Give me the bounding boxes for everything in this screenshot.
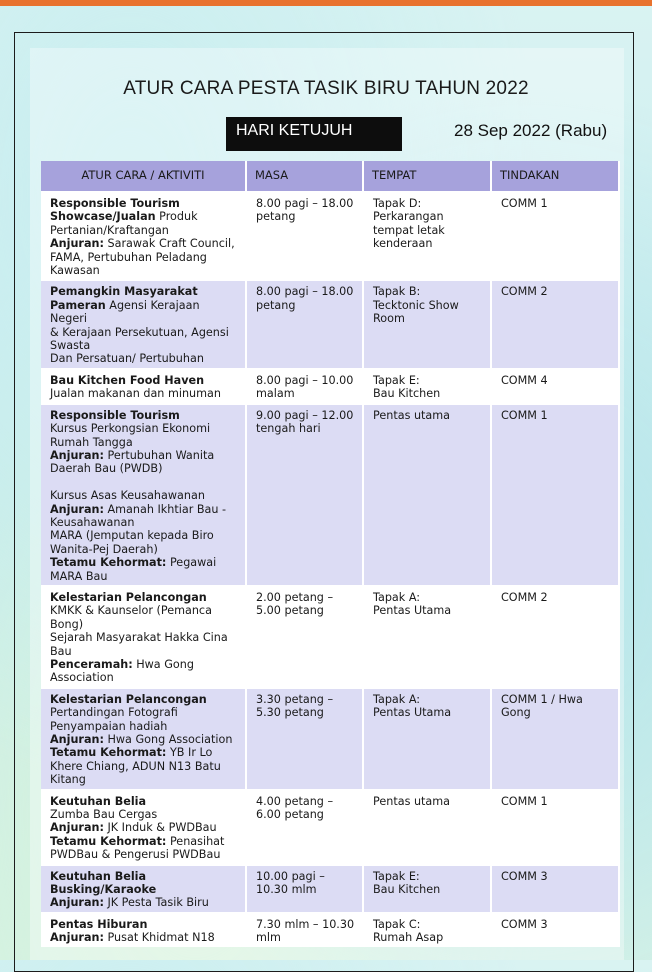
activity-cell [41, 790, 246, 865]
header-action: TINDAKAN [491, 161, 619, 192]
venue-line: Tapak D: [373, 197, 422, 210]
activity-label: Anjuran: [50, 502, 104, 516]
venue-line: Rumah Asap [373, 931, 444, 945]
activity-text: Rumah Tangga [50, 435, 133, 449]
venue-cell [363, 865, 491, 913]
activity-line [50, 436, 239, 449]
schedule-table [41, 161, 620, 947]
venue-line: tempat letak [373, 223, 445, 237]
activity-cell [41, 404, 246, 586]
activity-line [50, 918, 239, 931]
activity-line [50, 374, 239, 387]
activity-text: FAMA, Pertubuhan Peladang [50, 250, 207, 264]
activity-line [50, 931, 239, 944]
activity-text: Wanita-Pej Daerah) [50, 542, 158, 556]
activity-text: Pertanian/Kraftangan [50, 223, 169, 237]
activity-label: Tetamu Kehormat: [50, 746, 167, 760]
venue-line: Perkarangan [373, 210, 444, 224]
venue-cell [363, 790, 491, 865]
activity-cell [41, 913, 246, 947]
venue-cell [363, 280, 491, 368]
action-line: COMM 1 / Hwa [501, 692, 583, 706]
table-row [41, 369, 619, 404]
activity-label: Kelestarian Pelancongan [50, 692, 207, 706]
venue-line: kenderaan [373, 237, 433, 251]
activity-text: JK Pesta Tasik Biru [103, 896, 209, 910]
time-cell [246, 280, 363, 368]
activity-label: Pameran [50, 298, 106, 312]
activity-line [50, 352, 239, 365]
activity-line [50, 503, 239, 516]
action-cell [491, 865, 619, 913]
activity-cell [41, 192, 246, 280]
event-date: 28 Sep 2022 (Rabu) [454, 121, 608, 140]
activity-text: Keusahawanan [50, 515, 135, 529]
activity-text: Khere Chiang, ADUN N13 Batu [50, 759, 221, 773]
table-row [41, 790, 619, 865]
activity-text: MARA (Jemputan kepada Biro [50, 529, 214, 543]
activity-cell [41, 688, 246, 790]
activity-text: Produk [155, 210, 198, 224]
activity-line [50, 556, 239, 569]
activity-line [50, 835, 239, 848]
activity-text: Hwa Gong Association [103, 733, 233, 747]
action-line: Gong [501, 706, 531, 720]
activity-text: PWDBau & Pengerusi PWDBau [50, 848, 221, 862]
activity-label: Tetamu Kehormat: [50, 834, 167, 848]
activity-line [50, 299, 239, 326]
time-line: 5.00 petang [256, 604, 324, 618]
action-cell [491, 913, 619, 947]
activity-line [50, 251, 239, 264]
activity-label: Tetamu Kehormat: [50, 556, 167, 570]
activity-text: Kursus Perkongsian Ekonomi [50, 422, 211, 436]
activity-label: Bau Kitchen Food Haven [50, 373, 205, 387]
time-cell [246, 865, 363, 913]
venue-cell [363, 404, 491, 586]
header-time: MASA [246, 161, 363, 192]
action-cell [491, 192, 619, 280]
activity-text: Association [50, 671, 114, 685]
activity-text: Daerah Bau (PWDB) [50, 462, 163, 476]
activity-text: Swasta [50, 339, 91, 353]
activity-line [50, 489, 239, 502]
activity-text: MARA Bau [50, 569, 108, 583]
activity-label: Busking/Karaoke [50, 883, 157, 897]
time-line: 10.00 pagi – [256, 869, 325, 883]
venue-cell [363, 192, 491, 280]
activity-line [50, 476, 239, 489]
activity-line [50, 848, 239, 861]
activity-line [50, 197, 239, 210]
activity-line [50, 224, 239, 237]
venue-line: Pentas Utama [373, 604, 452, 618]
time-cell [246, 790, 363, 865]
activity-label: Penceramah: [50, 657, 133, 671]
time-line: 7.30 mlm – 10.30 [256, 917, 355, 931]
activity-line [50, 896, 239, 909]
activity-text: Hwa Gong [132, 657, 194, 671]
activity-line [50, 449, 239, 462]
activity-line [50, 733, 239, 746]
time-cell [246, 192, 363, 280]
activity-line [50, 746, 239, 759]
activity-text: Kawasan [50, 264, 100, 278]
activity-line [50, 720, 239, 733]
time-line: 2.00 petang – [256, 590, 334, 604]
time-line: 9.00 pagi – 12.00 [256, 408, 354, 422]
activity-line [50, 693, 239, 706]
venue-line: Room [373, 312, 405, 326]
activity-line [50, 326, 239, 339]
time-cell [246, 913, 363, 947]
action-line: COMM 2 [501, 590, 548, 604]
activity-cell [41, 586, 246, 688]
activity-text: Pusat Khidmat N18 [103, 931, 215, 945]
activity-text: Pegawai [166, 556, 217, 570]
activity-text: Dan Persatuan/ Pertubuhan [50, 352, 204, 366]
activity-text: Penyampaian hadiah [50, 719, 168, 733]
activity-text: JK Induk & PWDBau [103, 821, 217, 835]
table-row [41, 280, 619, 368]
activity-line [50, 604, 239, 617]
venue-line: Tecktonic Show [373, 298, 459, 312]
action-line: COMM 4 [501, 373, 548, 387]
activity-text: Bong) [50, 617, 84, 631]
page-title: ATUR CARA PESTA TASIK BIRU TAHUN 2022 [123, 78, 529, 99]
activity-text: Sejarah Masyarakat Hakka Cina [50, 631, 228, 645]
activity-text: Penasihat [166, 834, 225, 848]
activity-line [50, 883, 239, 896]
activity-cell [41, 280, 246, 368]
table-row [41, 688, 619, 790]
venue-cell [363, 586, 491, 688]
activity-text: YB Ir Lo [166, 746, 213, 760]
venue-line: Tapak E: [373, 373, 420, 387]
time-line: 8.00 pagi – 18.00 [256, 197, 354, 210]
activity-label: Anjuran: [50, 896, 104, 910]
activity-line [50, 387, 239, 400]
action-line: COMM 3 [501, 869, 548, 883]
activity-line [50, 210, 239, 223]
activity-line [50, 285, 239, 298]
activity-text: Kitang [50, 773, 86, 787]
activity-line [50, 422, 239, 435]
activity-cell [41, 369, 246, 404]
activity-line [50, 591, 239, 604]
time-line: 4.00 petang – [256, 794, 334, 808]
time-line: 3.30 petang – [256, 692, 334, 706]
time-line: 8.00 pagi – 18.00 [256, 285, 354, 299]
venue-line: Tapak B: [373, 285, 421, 299]
action-line: COMM 3 [501, 917, 548, 931]
activity-line [50, 821, 239, 834]
activity-text: Kursus Asas Keusahawanan [50, 489, 205, 503]
action-line: COMM 1 [501, 197, 548, 210]
activity-line [50, 795, 239, 808]
action-cell [491, 404, 619, 586]
activity-line [50, 645, 239, 658]
time-cell [246, 369, 363, 404]
table-row [41, 865, 619, 913]
action-cell [491, 790, 619, 865]
time-line: petang [256, 210, 296, 224]
activity-label: Pentas Hiburan [50, 917, 148, 931]
activity-text: Amanah Ikhtiar Bau - [103, 502, 227, 516]
activity-label: Keutuhan Belia [50, 869, 147, 883]
activity-line [50, 264, 239, 277]
activity-line [50, 543, 239, 556]
time-line: mlm [256, 931, 281, 945]
venue-cell [363, 688, 491, 790]
action-line: COMM 1 [501, 794, 548, 808]
activity-label: Kelestarian Pelancongan [50, 590, 207, 604]
activity-text: Agensi Kerajaan Negeri [50, 298, 200, 326]
activity-line [50, 808, 239, 821]
activity-label: Anjuran: [50, 821, 104, 835]
activity-line [50, 631, 239, 644]
time-line: malam [256, 387, 295, 401]
activity-label: Showcase/Jualan [50, 210, 156, 224]
activity-text: Bau [50, 644, 72, 658]
activity-text: KMKK & Kaunselor (Pemanca [50, 604, 212, 618]
activity-line [50, 516, 239, 529]
action-cell [491, 586, 619, 688]
day-label: HARI KETUJUH [226, 117, 402, 151]
time-cell [246, 688, 363, 790]
activity-line [50, 570, 239, 583]
activity-text: Sarawak Craft Council, [103, 237, 235, 251]
activity-line [50, 671, 239, 684]
time-line: tengah hari [256, 422, 321, 436]
activity-line [50, 409, 239, 422]
time-line: petang [256, 298, 296, 312]
activity-line [50, 618, 239, 631]
activity-label: Anjuran: [50, 931, 104, 945]
activity-text: Pertubuhan Wanita [103, 448, 215, 462]
table-row [41, 586, 619, 688]
activity-line [50, 462, 239, 475]
action-cell [491, 688, 619, 790]
action-cell [491, 280, 619, 368]
activity-line [50, 760, 239, 773]
venue-line: Pentas utama [373, 408, 451, 422]
time-cell [246, 586, 363, 688]
activity-text: & Kerajaan Persekutuan, Agensi [50, 325, 229, 339]
venue-cell [363, 913, 491, 947]
top-accent-bar [0, 0, 652, 6]
activity-line [50, 237, 239, 250]
activity-line [50, 529, 239, 542]
activity-label: Anjuran: [50, 237, 104, 251]
action-cell [491, 369, 619, 404]
activity-line [50, 339, 239, 352]
activity-line [50, 870, 239, 883]
header-venue: TEMPAT [363, 161, 491, 192]
table-row [41, 404, 619, 586]
activity-text: Zumba Bau Cergas [50, 808, 158, 822]
header-activity: ATUR CARA / AKTIVITI [41, 161, 246, 192]
table-row [41, 192, 619, 280]
venue-line: Tapak A: [373, 692, 421, 706]
table-header-row [41, 161, 619, 192]
activity-label: Keutuhan Belia [50, 794, 147, 808]
time-line: 10.30 mlm [256, 883, 317, 897]
action-line: COMM 1 [501, 408, 548, 422]
activity-line [50, 658, 239, 671]
venue-line: Tapak C: [373, 917, 421, 931]
venue-line: Bau Kitchen [373, 883, 441, 897]
activity-label: Responsible Tourism [50, 408, 180, 422]
activity-line [50, 773, 239, 786]
venue-cell [363, 369, 491, 404]
time-line: 5.30 petang [256, 706, 324, 720]
activity-cell [41, 865, 246, 913]
activity-label: Pemangkin Masyarakat [50, 285, 198, 299]
venue-line: Tapak A: [373, 590, 421, 604]
time-cell [246, 404, 363, 586]
time-line: 8.00 pagi – 10.00 [256, 373, 354, 387]
venue-line: Pentas Utama [373, 706, 452, 720]
venue-line: Tapak E: [373, 869, 420, 883]
venue-line: Pentas utama [373, 794, 451, 808]
action-line: COMM 2 [501, 285, 548, 299]
activity-text: Pertandingan Fotografi [50, 706, 178, 720]
activity-line [50, 706, 239, 719]
activity-label: Anjuran: [50, 733, 104, 747]
table-row [41, 913, 619, 947]
activity-label: Responsible Tourism [50, 197, 180, 210]
time-line: 6.00 petang [256, 808, 324, 822]
activity-label: Anjuran: [50, 448, 104, 462]
activity-text: Jualan makanan dan minuman [50, 387, 221, 401]
venue-line: Bau Kitchen [373, 387, 441, 401]
